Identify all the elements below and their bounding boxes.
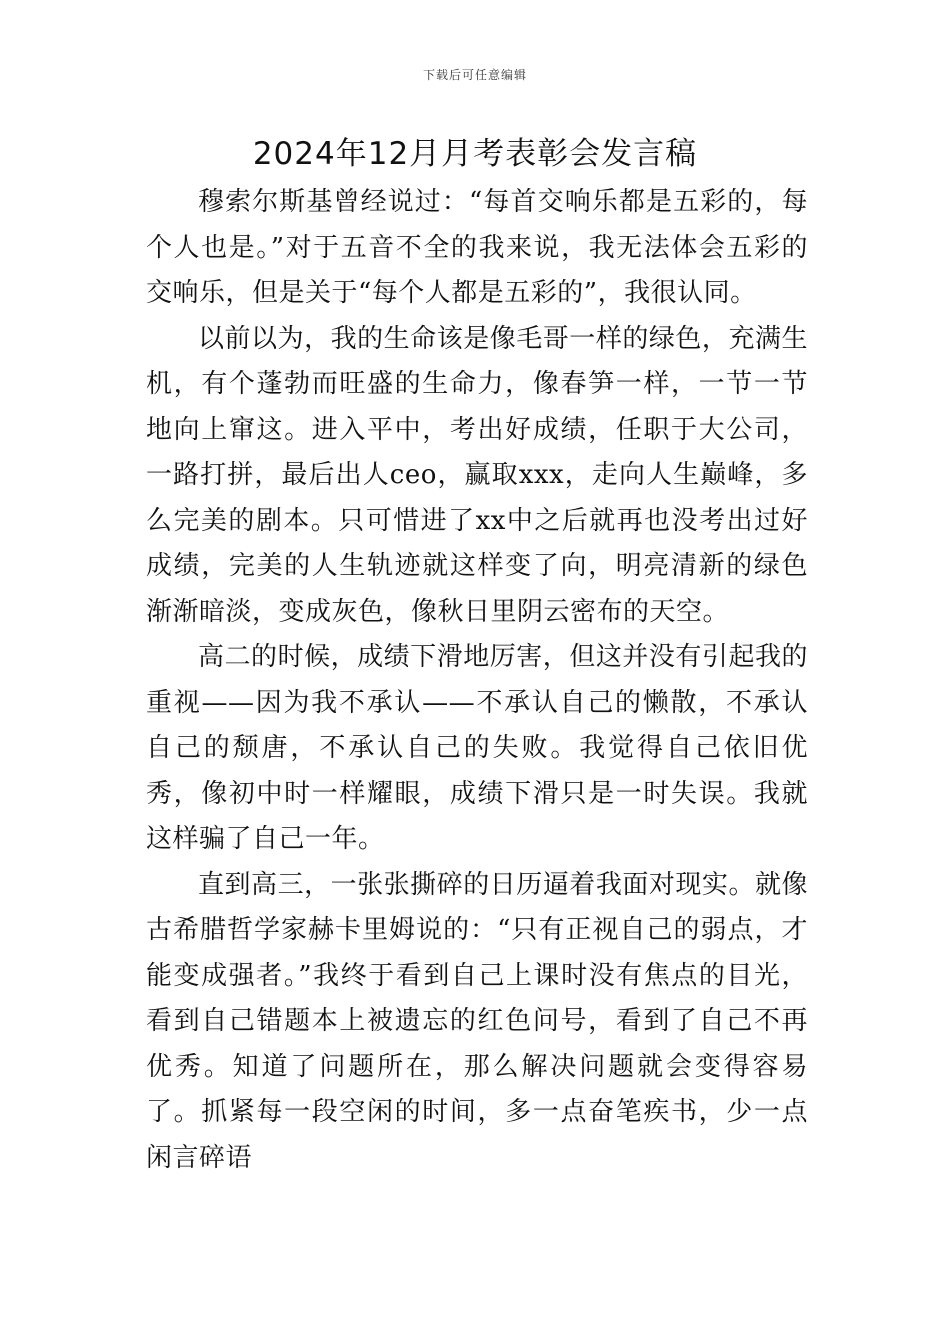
- paragraph-4: 直到高三，一张张撕碎的日历逼着我面对现实。就像古希腊哲学家赫卡里姆说的：“只有正视自己的弱点，才能变成强者。”我终于看到自己上课时没有焦点的目光，看到自己错题本上被遗忘的红色问号，看到了自己不再优秀。知道了问题所在，那么解决问题就会变得容易了。抓紧每一段空闲的时间，多一点奋笔疾书，少一点闲言碎语: [146, 869, 808, 1173]
- paragraph-3: 高二的时候，成绩下滑地厉害，但这并没有引起我的重视——因为我不承认——不承认自己的懒散，不承认自己的颓唐，不承认自己的失败。我觉得自己依旧优秀，像初中时一样耀眼，成绩下滑只是一时失误。我就这样骗了自己一年。: [146, 642, 808, 854]
- paragraph-2: 以前以为，我的生命该是像毛哥一样的绿色，充满生机，有个蓬勃而旺盛的生命力，像春笋一样，一节一节地向上窜这。进入平中，考出好成绩，任职于大公司，一路打拼，最后出人ceo，赢取xxx，走向人生巅峰，多么完美的剧本。只可惜进了xx中之后就再也没考出过好成绩，完美的人生轨迹就这样变了向，明亮清新的绿色渐渐暗淡，变成灰色，像秋日里阴云密布的天空。: [146, 323, 808, 627]
- document-body: [146, 180, 808, 1181]
- document-title: 2024年12月月考表彰会发言稿: [252, 136, 698, 172]
- paragraph-1: 穆索尔斯基曾经说过：“每首交响乐都是五彩的，每个人也是。”对于五音不全的我来说，我无法体会五彩的交响乐，但是关于“每个人都是五彩的”，我很认同。: [146, 187, 808, 308]
- header-note: 下载后可任意编辑: [422, 68, 527, 82]
